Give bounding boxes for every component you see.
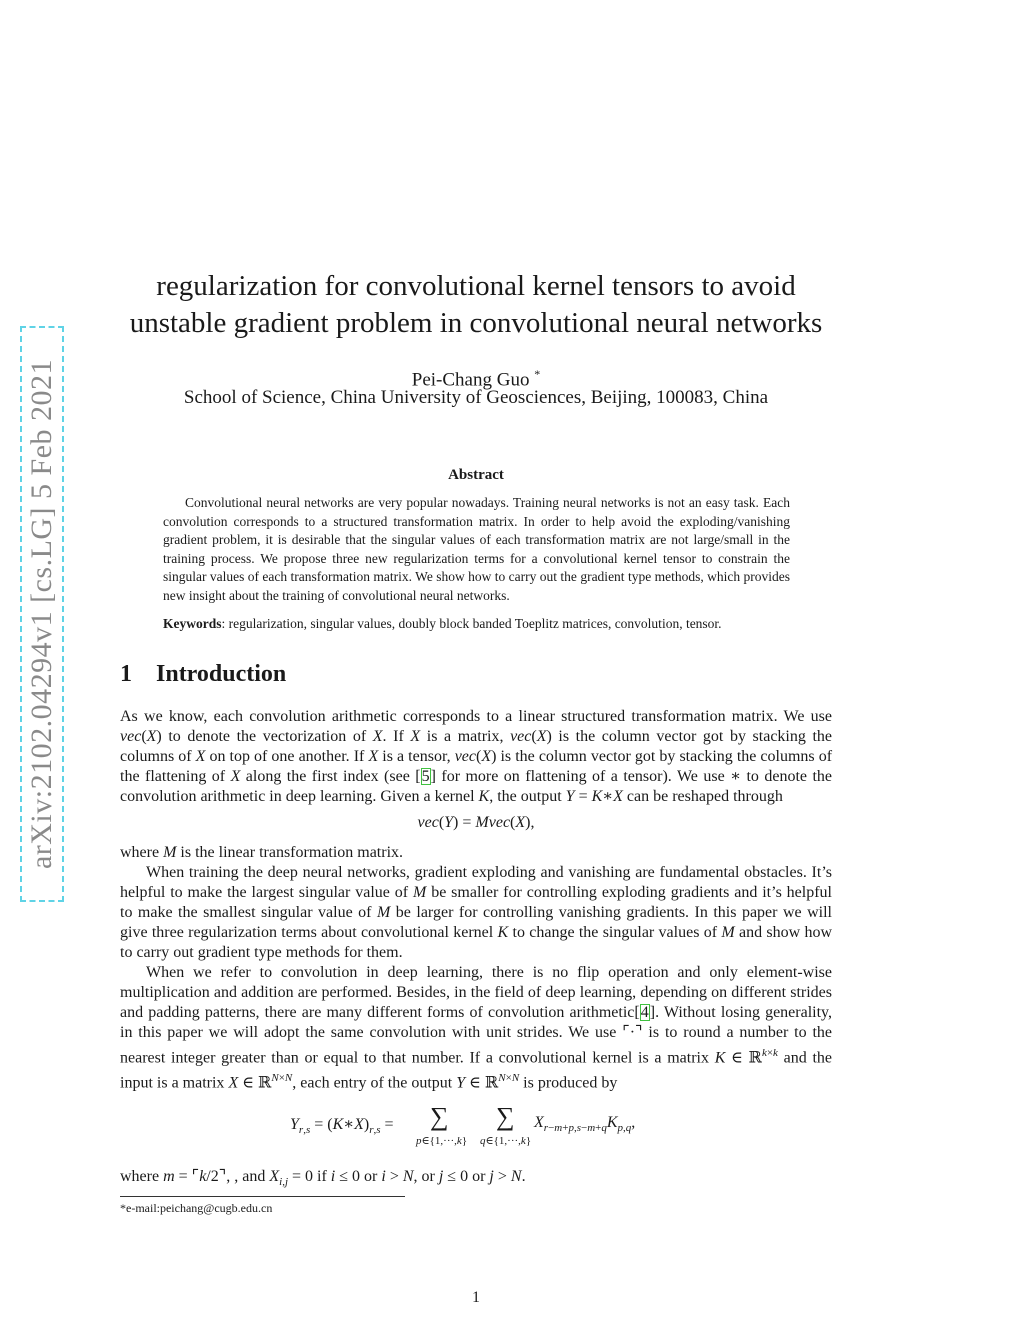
citation-5[interactable]: 5	[421, 768, 430, 785]
equation-2: $Y_{r,s}$ = $(K∗X)_{r,s}$ = ∑ p∈{1,···,k} ∑ q∈{1,···,k} $X_{r-m+p,s-m+q}K_{p,q}$,	[290, 1102, 636, 1147]
author-name: Pei-Chang Guo	[411, 369, 530, 391]
section-title: Introduction	[156, 661, 287, 687]
paper-title	[0, 268, 952, 342]
abstract-text: Convolutional neural networks are very popular nowadays. Training neural networks is not an easy task. Each convolution corresponds to a structured transformation matrix. In order to help avoid the exploding/vanishing gradient problem, it is desirable that the singular values of each transformation matrix are not large/small in the training process. We propose three new regularization terms for a convolutional kernel tensor to constrain the singular values of each transformation matrix. We show how to carry out the gradient type methods, which provides new insight about the training of convolutional neural networks.	[163, 495, 790, 603]
footnote: *e-mail:peichang@cugb.edu.cn	[120, 1201, 273, 1215]
abstract-body	[163, 494, 790, 606]
footnote-rule	[120, 1196, 405, 1197]
intro-paragraph-1: As we know, each convolution arithmetic corresponds to a linear structured transformation matrix. We use vec(X) to denote the vectorization of X. If X is a matrix, vec(X) is the column vector got by stacking the columns of X on top of one another. If X is a tensor, vec(X) is the column vector got by stacking the columns of the flattening of X along the first index (see [5] for more on flattening of a tensor). We use ∗ to denote the convolution arithmetic in deep learning. Given a kernel K, the output Y = K∗X can be reshaped through vec(Y) = Mvec(X), where M is the linear transformation matrix. When training the deep neural networks, gradient exploding and vanishing are fundamental obstacles. It’s helpful to make the largest singular value of M be smaller for controlling exploding gradients and it’s helpful to make the smallest singular value of M be larger for controlling vanishing gradients. In this paper we will give three regularization terms about convolutional kernel K to change the singular values of M and show how to carry out gradient type methods for them. When we refer to convolution in deep learning, there is no flip operation and only element-wise multiplication and addition are performed. Besides, in the field of deep learning, depending on different strides and padding patterns, there are many different forms of convolution arithmetic[4]. Without losing generality, in this paper we will adopt the same convolution with unit strides. We use ⌜·⌝ is to round a number to the nearest integer greater than or equal to that number. If a convolutional kernel is a matrix K ∈ ℝ$^{k\times k}$ and the input is a matrix X ∈ ℝ$^{N\times N}$, each entry of the output Y ∈ ℝ$^{N\times N}$ is produced by	[120, 708, 833, 1092]
title-line-1: regularization for convolutional kernel tensors to avoid	[156, 270, 796, 302]
keywords-label: Keywords	[163, 616, 222, 631]
arxiv-stamp	[20, 326, 64, 902]
affiliation: School of Science, China University of Geosciences, Beijing, 100083, China	[183, 387, 769, 408]
abstract-heading: Abstract	[448, 467, 504, 483]
keywords-text: : regularization, singular values, doubly block banded Toeplitz matrices, convolution, tensor.	[221, 616, 722, 631]
arxiv-id: arXiv:2102.04294v1 [cs.LG] 5 Feb 2021	[25, 358, 58, 870]
author-footnote-mark: *	[534, 367, 541, 381]
section-heading	[120, 661, 286, 688]
equation-1: vec(Y) = Mvec(X),	[417, 814, 535, 831]
citation-4[interactable]: 4	[640, 1004, 649, 1021]
page-number: 1	[472, 1289, 480, 1306]
title-line-2: unstable gradient problem in convolutional neural networks	[129, 307, 823, 339]
intro-paragraph-2: where m = ⌜k/2⌝, , and $X_{i,j} = 0$ if i ≤ 0 or i > N, or j ≤ 0 or j > N.	[120, 1168, 526, 1189]
keywords	[163, 615, 803, 633]
section-number: 1	[120, 661, 132, 687]
